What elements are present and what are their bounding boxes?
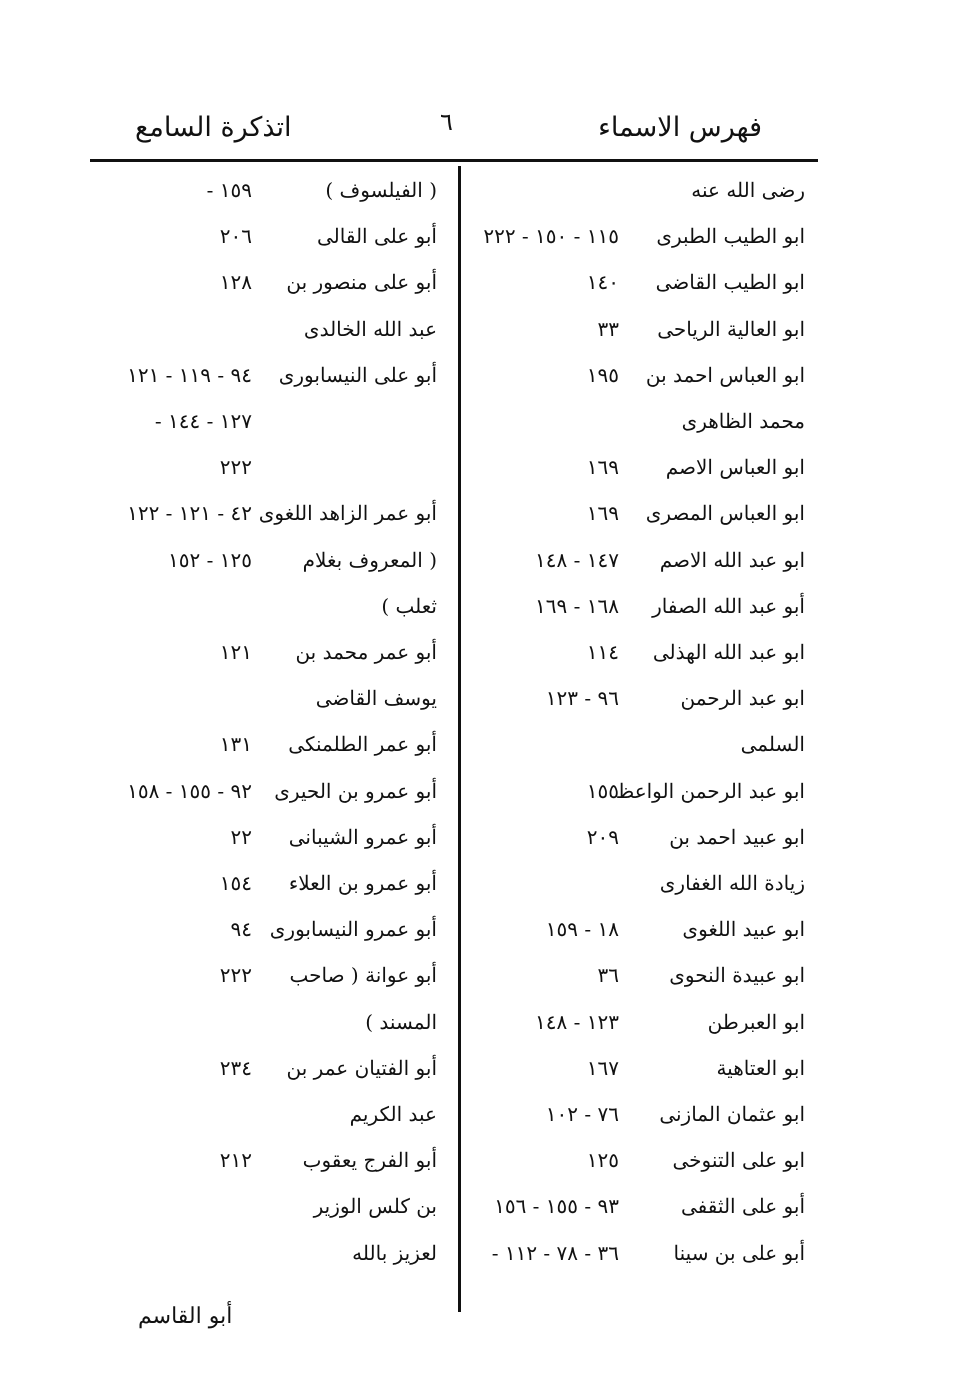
entry-name: أبو عمرو الشيبانى xyxy=(288,824,437,849)
entry-name: ابو الطيب القاضى xyxy=(655,270,805,295)
entry-name: أبو على منصور بن xyxy=(286,270,437,295)
entry-pages: ٢٢ xyxy=(230,824,252,849)
index-entry xyxy=(0,355,957,395)
index-entry xyxy=(0,771,957,811)
entry-name: لعزيز بالله xyxy=(352,1240,437,1265)
entry-name: السلمى xyxy=(740,732,805,757)
index-entry xyxy=(0,1186,957,1226)
entry-name: ابو العباس الاصم xyxy=(665,455,805,480)
entry-name: ابو عبيدة النحوى xyxy=(669,963,805,988)
entry-name: ابو عبد الله الاصم xyxy=(659,547,805,572)
entry-pages: ١٢٣ - ١٤٨ xyxy=(535,1009,619,1034)
book-title: اتذكرة السامع xyxy=(135,112,292,143)
index-entry xyxy=(0,1140,957,1180)
entry-pages: ٣٣ xyxy=(597,316,619,341)
entry-pages: ٤٢ - ١٢١ - ١٢٢ xyxy=(127,501,252,526)
entry-pages: ١٦٩ xyxy=(586,501,619,526)
entry-name: ابو العتاهية xyxy=(716,1055,805,1080)
entry-pages: ٩٤ xyxy=(230,917,252,942)
index-entry xyxy=(0,1048,957,1088)
entry-pages: ١٢١ xyxy=(219,640,252,664)
entry-name: أبو على النيسابورى xyxy=(278,362,437,387)
index-entry xyxy=(0,1233,957,1273)
entry-name: ثعلب ) xyxy=(381,593,437,618)
entry-name: محمد الظاهرى xyxy=(681,409,805,433)
index-entry xyxy=(0,216,957,256)
entry-name: ابو عبد الرحمن الواعظ xyxy=(615,778,805,803)
entry-name: ابو العباس المصرى xyxy=(645,501,805,526)
entry-pages: ٢٢٢ xyxy=(219,455,252,480)
entry-pages: ٣٦ xyxy=(597,963,619,988)
entry-pages: ١٤٠ xyxy=(586,270,619,295)
index-entry xyxy=(0,955,957,995)
entry-name: أبو الفرج يعقوب xyxy=(302,1148,437,1173)
index-entry xyxy=(0,540,957,580)
entry-pages: ١٥٥ xyxy=(586,778,619,803)
entry-name: ( المعروف بغلام xyxy=(302,547,437,572)
entry-pages: ٣٦ - ٧٨ - ١١٢ - xyxy=(491,1240,619,1265)
entry-name: يوسف القاضى xyxy=(315,686,437,711)
entry-pages: ٢١٢ xyxy=(219,1148,252,1173)
entry-pages: ٢٠٦ xyxy=(219,224,252,249)
entry-pages: ٩٤ - ١١٩ - ١٢١ xyxy=(127,362,252,387)
entry-name: أبو عمرو النيسابورى xyxy=(269,917,437,942)
index-entry xyxy=(0,817,957,857)
entry-pages: ٢٠٩ xyxy=(586,824,619,849)
entry-name: ابو عبد الله الهذلى xyxy=(652,640,805,664)
catchword: أبو القاسم xyxy=(138,1304,233,1329)
entry-pages: ٢٣٤ xyxy=(219,1055,252,1080)
entry-pages: ٩٣ - ١٥٥ - ١٥٦ xyxy=(494,1194,619,1219)
entry-pages: ١٣١ xyxy=(219,732,252,757)
entry-name: أبو عمرو بن الحيرى xyxy=(274,778,437,803)
entry-name: بن كلس الوزير xyxy=(313,1194,437,1219)
index-entry xyxy=(0,632,957,672)
index-entry xyxy=(0,493,957,533)
header-rule xyxy=(90,159,818,162)
entry-name: ابو العبرطن xyxy=(707,1009,805,1034)
index-entry xyxy=(0,678,957,718)
index-entry xyxy=(0,401,957,441)
entry-name: ابو العالية الرياحى xyxy=(657,316,805,341)
entry-pages: ١٤٧ - ١٤٨ xyxy=(535,547,619,572)
entry-name: أبو عمرو بن العلاء xyxy=(288,871,437,895)
index-entry xyxy=(0,447,957,487)
entry-pages: ١٦٨ - ١٦٩ xyxy=(535,593,619,618)
entry-pages: ١٢٨ xyxy=(219,270,252,295)
entry-name: أبو عمر الزاهد اللغوى xyxy=(258,501,437,526)
entry-name: ابو الطيب الطبرى xyxy=(656,224,805,249)
entry-name: أبو عوانة ( صاحب xyxy=(289,963,437,988)
index-entry xyxy=(0,909,957,949)
index-entry xyxy=(0,724,957,764)
entry-name: ابو عبيد اللغوى xyxy=(682,917,805,942)
entry-name: ( الفيلسوف ) xyxy=(325,178,437,202)
entry-pages: ١٢٥ - ١٥٢ xyxy=(168,547,252,572)
entry-name: زيادة الله الغفارى xyxy=(659,871,805,895)
index-entry xyxy=(0,309,957,349)
entry-name: ابو عثمان المازنى xyxy=(659,1102,805,1126)
entry-name: ابو على التنوخى xyxy=(672,1148,805,1173)
entry-name: ابو عبد الرحمن xyxy=(680,686,805,711)
entry-name: المسند ) xyxy=(365,1009,437,1034)
entry-pages: ١٦٧ xyxy=(586,1055,619,1080)
page-header xyxy=(0,108,957,158)
entry-name: عبد الكريم xyxy=(349,1102,437,1126)
entry-pages: ١٨ - ١٥٩ xyxy=(545,917,619,942)
entry-name: عبد الله الخالدى xyxy=(303,316,437,341)
entry-name: أبو على بن سينا xyxy=(673,1240,805,1265)
entry-pages: ١١٤ xyxy=(586,640,619,664)
entry-name: ابو العباس احمد بن xyxy=(645,362,805,387)
entry-pages: ٢٢٢ xyxy=(219,963,252,988)
entry-pages: ١٦٩ xyxy=(586,455,619,480)
page-number: ٦ xyxy=(440,108,453,136)
entry-pages: ٧٦ - ١٠٢ xyxy=(545,1102,619,1126)
entry-name: أبو على الثقفى xyxy=(681,1194,805,1219)
entry-name: أبو عمر محمد بن xyxy=(295,640,437,664)
entry-name: أبو عبد الله الصفار xyxy=(652,593,805,618)
entry-pages: ٩٢ - ١٥٥ - ١٥٨ xyxy=(127,778,252,803)
entry-pages: ٩٦ - ١٢٣ xyxy=(545,686,619,711)
index-entry xyxy=(0,1002,957,1042)
index-entry xyxy=(0,1094,957,1134)
entry-pages: ١٢٧ - ١٤٤ - xyxy=(154,409,252,433)
entry-pages: ١٩٥ xyxy=(586,362,619,387)
entry-name: رضى الله عنه xyxy=(691,178,805,202)
entry-pages: ١١٥ - ١٥٠ - ٢٢٢ xyxy=(483,224,619,249)
entry-name: أبو على القالى xyxy=(316,224,437,249)
entry-name: أبو الفتيان عمر بن xyxy=(286,1055,437,1080)
index-title: فهرس الاسماء xyxy=(598,112,762,143)
entry-pages: ١٥٩ - xyxy=(206,178,252,202)
entry-pages: ١٥٤ xyxy=(219,871,252,895)
index-entry xyxy=(0,262,957,302)
entry-name: أبو عمر الطلمنكى xyxy=(288,732,437,757)
index-entry xyxy=(0,170,957,210)
index-entry xyxy=(0,586,957,626)
index-entry xyxy=(0,863,957,903)
entry-name: ابو عبيد احمد بن xyxy=(669,824,805,849)
entry-pages: ١٢٥ xyxy=(586,1148,619,1173)
